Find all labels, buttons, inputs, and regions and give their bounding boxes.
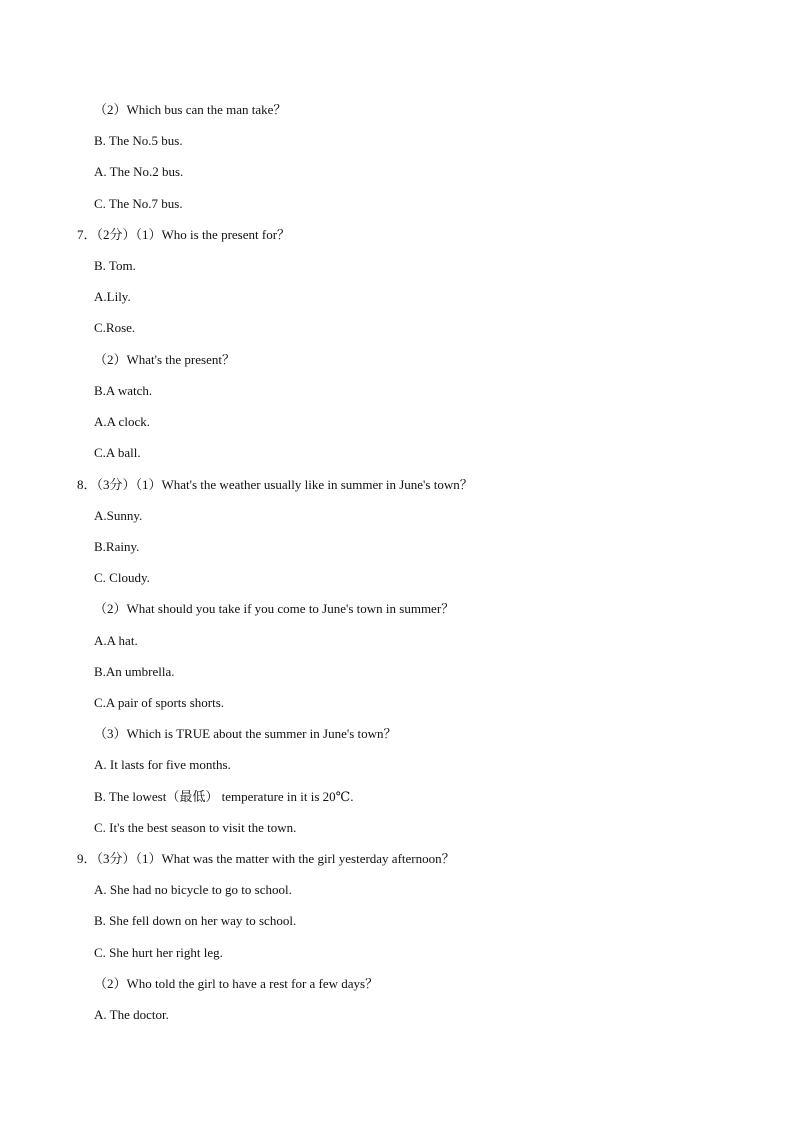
option-8-2-c: C.A pair of sports shorts. [94,695,224,710]
option-9-1-a: A. She had no bicycle to go to school. [94,882,292,897]
option-7-1-a: A.Lily. [94,289,131,304]
option-8-3-c: C. It's the best season to visit the town. [94,820,297,835]
sub-question-7-2: （2）What's the present？ [94,352,235,367]
sub-question-9-2: （2）Who told the girl to have a rest for a few days？ [94,976,379,991]
option-7-1-c: C.Rose. [94,320,136,335]
option-9-1-c: C. She hurt her right leg. [94,945,223,960]
option-9-2-a: A. The doctor. [94,1007,169,1022]
option-8-2-a: A.A hat. [94,633,138,648]
sub-question-8-2: （2）What should you take if you come to June's town in summer？ [94,601,455,616]
option-7-2-a: A.A clock. [94,414,150,429]
option-8-1-c: C. Cloudy. [94,570,150,585]
sub-question-6-2: （2）Which bus can the man take？ [94,102,287,117]
option-8-3-a: A. It lasts for five months. [94,757,231,772]
option-8-1-a: A.Sunny. [94,508,143,523]
question-9: 9．（3分）（1）What was the matter with the girl yesterday afternoon？ [77,851,455,866]
question-8: 8．（3分）（1）What's the weather usually like in summer in June's town？ [77,477,473,492]
sub-question-8-3: （3）Which is TRUE about the summer in June's town？ [94,726,397,741]
option-7-2-b: B.A watch. [94,383,153,398]
question-7: 7．（2分）（1）Who is the present for？ [77,227,291,242]
option-6-2-b: B. The No.5 bus. [94,133,183,148]
option-8-2-b: B.An umbrella. [94,664,175,679]
option-8-1-b: B.Rainy. [94,539,140,554]
option-6-2-a: A. The No.2 bus. [94,164,184,179]
option-7-1-b: B. Tom. [94,258,136,273]
option-8-3-b: B. The lowest（最低） temperature in it is 20℃. [94,789,354,804]
option-9-1-b: B. She fell down on her way to school. [94,913,297,928]
option-7-2-c: C.A ball. [94,445,141,460]
option-6-2-c: C. The No.7 bus. [94,196,183,211]
